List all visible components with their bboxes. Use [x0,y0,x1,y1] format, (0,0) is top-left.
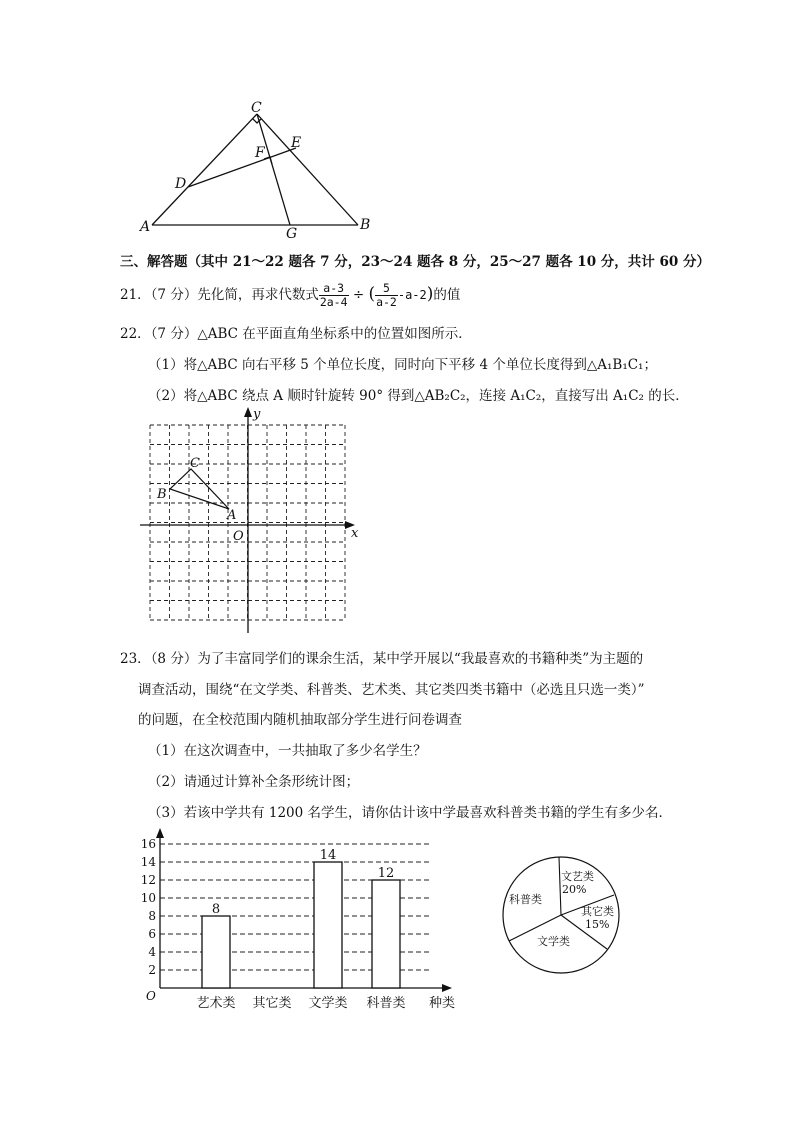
y-tick-label: 14 [140,855,156,869]
q22-intro: △ABC 在平面直角坐标系中的位置如图所示． [197,326,472,342]
label-b: B [360,217,371,233]
y-tick-label: 6 [148,927,156,941]
x-category-label: 文学类 [308,996,348,1011]
x-category-label: 艺术类 [196,996,236,1011]
y-tick-label: 4 [148,945,156,959]
side-cb [257,114,358,225]
q21-text: 先化简，再求代数式 [197,287,319,303]
x-category-label: 其它类 [252,996,292,1011]
y-tick-label: 2 [148,963,156,977]
q23-score: （8 分） [150,651,198,667]
bar-data-label: 8 [211,902,221,917]
side-ca [152,114,257,225]
right-angle-mark [264,157,272,164]
bar-y-axis-arrow [156,828,164,838]
y-tick-label: 16 [140,837,156,851]
bar [314,862,342,988]
x-category-label: 科普类 [366,996,406,1011]
pie-label-kepu: 科普类 [509,893,542,906]
axis-label-x: x [351,526,359,541]
bar-data-label: 12 [377,866,395,881]
segment-de [188,148,296,187]
q23-part3: （3）若该中学共有 1200 名学生，请你估计该中学最喜欢科普类书籍的学生有多少名． [148,805,673,821]
pie-label-wenyi: 文艺类 [561,870,594,883]
bar-x-axis-arrow [442,984,452,992]
question-21 [120,282,460,309]
pie-divider-top [559,857,561,915]
q23-line3: 的问题，在全校范围内随机抽取部分学生进行问卷调查 [138,712,462,728]
q23-part2: （2）请通过计算补全条形统计图； [148,774,360,790]
q23-number: 23． [120,651,151,667]
point-label-a: A [227,508,237,523]
x-axis-title: 种类 [428,996,456,1011]
q23-line1: 为了丰富同学们的课余生活，某中学开展以“我最喜欢的书籍种类”为主题的 [197,651,644,667]
q21-divide: ÷ [352,287,365,303]
section-heading: 三、解答题（其中 21～22 题各 7 分，23～24 题各 8 分，25～27 题各 10 分，共计 60 分） [120,254,710,270]
y-tick-label: 12 [140,873,156,887]
segment-cg [257,114,290,225]
q21-score: （7 分） [150,287,198,303]
bar-origin-label: O [146,989,156,1003]
question-23 [120,647,643,667]
label-e: E [291,135,302,151]
bar-data-label: 14 [319,848,337,863]
pie-chart [495,845,635,985]
pie-pct-qita: 15% [585,918,610,931]
q21-text-after: 的值 [433,287,461,303]
label-d: D [175,176,187,192]
q22-score: （7 分） [150,326,198,342]
q21-number: 21． [120,287,151,303]
y-tick-label: 8 [148,909,156,923]
label-c: C [251,100,262,116]
y-tick-label: 10 [140,891,156,905]
q21-close-paren: ) [426,284,434,304]
q21-fraction-1: $\frac{a-3}{2a-4}$ [319,281,348,309]
q22-number: 22． [120,326,151,342]
bar [372,880,400,988]
bar [202,916,230,988]
y-axis-arrow [244,407,252,417]
axis-label-y: y [253,407,261,422]
origin-label: O [233,529,244,544]
coordinate-grid [135,405,365,637]
label-a: A [140,219,151,235]
q23-line2: 调查活动，围绕“在文学类、科普类、艺术类、其它类四类书籍中（必选且只选一类）” [138,682,645,698]
point-label-c: C [190,456,200,471]
q21-fraction-2: $\frac{5}{a-2}$ [376,281,397,309]
triangle-figure [130,98,390,240]
q21-tail: -a-2 [397,288,427,302]
pie-label-qita: 其它类 [581,905,614,918]
question-22 [120,322,472,342]
point-label-b: B [157,487,167,502]
pie-pct-wenyi: 20% [562,883,587,896]
label-f: F [255,145,265,161]
q22-part2: （2）将△ABC 绕点 A 顺时针旋转 90° 得到△AB₂C₂，连接 A₁C₂，直接写出 A₁C₂ 的长． [148,388,689,404]
q22-part1: （1）将△ABC 向右平移 5 个单位长度，同时向下平移 4 个单位长度得到△A₁B₁C₁； [148,357,657,373]
label-g: G [286,226,298,240]
bar-chart [130,828,470,1018]
q23-part1: （1）在这次调查中，一共抽取了多少名学生？ [148,743,427,759]
q21-open-paren: ( [368,284,376,304]
pie-label-wenxue: 文学类 [537,935,570,948]
